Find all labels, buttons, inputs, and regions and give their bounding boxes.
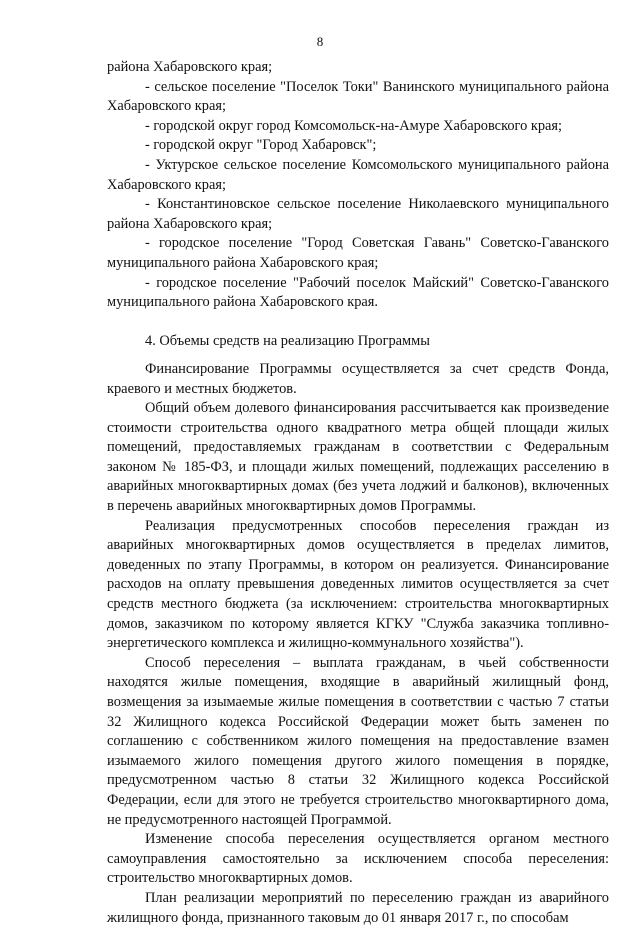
paragraph: Общий объем долевого финансирования рассчитывается как произведение стоимости строительства одного квадратного метра общей площади жилых помещений, предоставляемых гражданам в соответствии с Федеральным законом № 185-ФЗ, и площади жилых помещений, подлежащих расселению в аварийных многоквартирных домах (без учета лоджий и балконов), включенных в перечень аварийных многоквартирных домов Программы. — [107, 400, 609, 515]
list-item: - Константиновское сельское поселение Николаевского муниципального района Хабаровского края; — [107, 196, 609, 232]
document-body — [107, 58, 609, 928]
list-item: - сельское поселение "Поселок Токи" Ванинского муниципального района Хабаровского края; — [107, 78, 609, 115]
list-item: района Хабаровского края; — [107, 59, 273, 75]
paragraph: Реализация предусмотренных способов переселения граждан из аварийных многоквартирных домов осуществляется в пределах лимитов, доведенных по этапу Программы, в котором он реализуется. Финансирование расходов на оплату превышения доведенных лимитов осуществляется за счет средств местного бюджета (за исключением: строительства многоквартирных домов, заказчиком по которому является КГКУ "Служба заказчика топливно-энергетического комплекса и жилищно-коммунального хозяйства"). — [107, 517, 609, 652]
list-item: - городское поселение "Рабочий поселок Майский" Советско-Гаванского муниципального района Хабаровского края. — [107, 274, 609, 311]
list-item: - городской округ город Комсомольск-на-Амуре Хабаровского края; — [145, 117, 563, 134]
paragraph: Финансирование Программы осуществляется за счет средств Фонда, краевого и местных бюджетов. — [107, 360, 609, 397]
paragraph: Способ переселения – выплата гражданам, в чьей собственности находятся жилые помещения, входящие в аварийный жилищный фонд, возмещения за изымаемые жилые помещения в соответствии с частью 7 статьи 32 Жилищного кодекса Российской Федерации может быть заменен по соглашению с собственником жилого помещения на предоставление взамен изымаемого жилого помещения другого жилого помещения в порядке, предусмотренном частью 8 статьи 32 Жилищного кодекса Российской Федерации, если для этого не требуется строительство многоквартирного дома, не предусмотренного настоящей Программой. — [107, 654, 609, 828]
section-heading: 4. Объемы средств на реализацию Программы — [145, 333, 430, 350]
list-item: - городской округ "Город Хабаровск"; — [145, 137, 377, 154]
paragraph: Изменение способа переселения осуществляется органом местного самоуправления самостоятельно за исключением способа переселения: строительство многоквартирных домов. — [107, 831, 609, 887]
paragraph: План реализации мероприятий по переселению граждан из аварийного жилищного фонда, признанного таковым до 01 января 2017 г., по способам — [107, 889, 609, 926]
list-item: - городское поселение "Город Советская Гавань" Советско-Гаванского муниципального района Хабаровского края; — [107, 235, 609, 271]
page-number: 8 — [316, 34, 324, 49]
list-item: - Уктурское сельское поселение Комсомольского муниципального района Хабаровского края; — [107, 156, 609, 193]
